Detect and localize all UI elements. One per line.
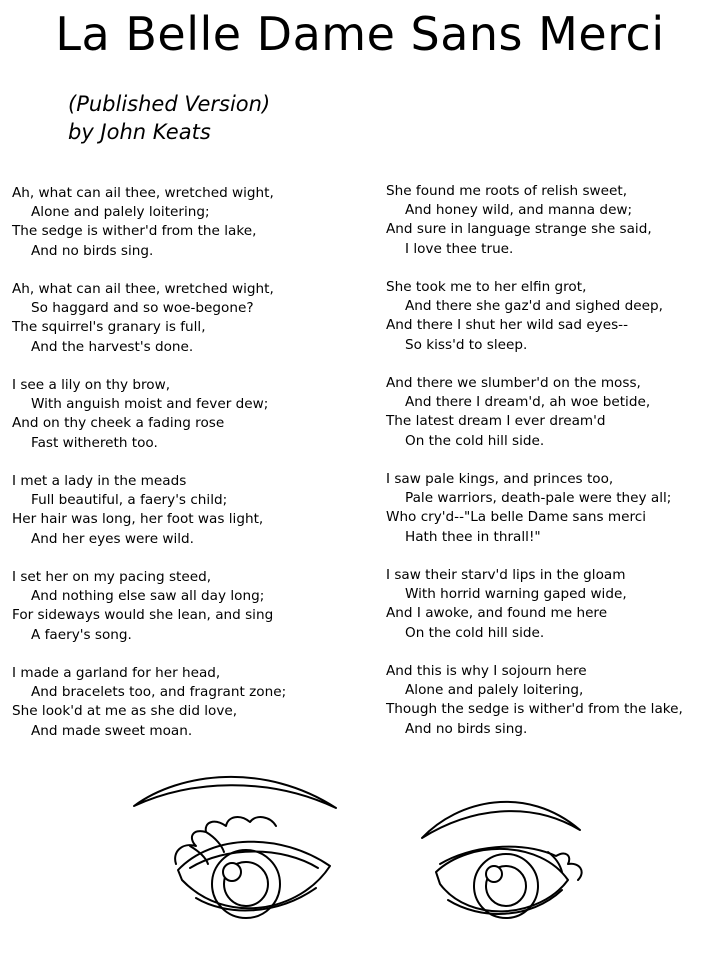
verse-line: And bracelets too, and fragrant zone; [31, 684, 287, 701]
verse-line: And there we slumber'd on the moss, [386, 375, 641, 391]
verse-line: With anguish moist and fever dew; [31, 396, 269, 413]
verse-line: Full beautiful, a faery's child; [31, 492, 228, 509]
verse-line: And there I shut her wild sad eyes-- [386, 317, 628, 334]
verse-line: I made a garland for her head, [12, 665, 221, 681]
verse-line: And her eyes were wild. [31, 530, 195, 547]
verse-line: Her hair was long, her foot was light, [12, 511, 264, 528]
verse-line: And no birds sing. [31, 242, 154, 259]
verse-line: With horrid warning gaped wide, [405, 586, 627, 603]
verse-line: And there I dream'd, ah woe betide, [405, 394, 651, 411]
verse-line: On the cold hill side. [405, 624, 545, 641]
version-note: (Published Version) [68, 92, 271, 116]
verse-line: Alone and palely loitering, [405, 682, 584, 699]
verse-line: I saw their starv'd lips in the gloam [386, 567, 626, 583]
verse-line: And honey wild, and manna dew; [405, 202, 633, 219]
verse-line: I love thee true. [405, 240, 514, 257]
verse-line: And I awoke, and found me here [386, 605, 608, 622]
verse-line: She took me to her elfin grot, [386, 279, 587, 295]
verse-line: I set her on my pacing steed, [12, 569, 212, 585]
left-eyebrow [134, 777, 336, 808]
right-eyebrow [422, 802, 580, 838]
verse-line: She look'd at me as she did love, [12, 703, 238, 720]
verse-line: So haggard and so woe-begone? [31, 300, 254, 317]
verse-line: The latest dream I ever dream'd [386, 413, 606, 430]
verse-line: Who cry'd--"La belle Dame sans merci [386, 509, 646, 526]
verse-line: And on thy cheek a fading rose [12, 415, 225, 432]
verse-line: I saw pale kings, and princes too, [386, 471, 614, 487]
verse-line: For sideways would she lean, and sing [12, 607, 274, 624]
verse-line: A faery's song. [31, 626, 132, 643]
verse-line: And nothing else saw all day long; [31, 588, 265, 605]
left-eye [178, 842, 330, 918]
verse-line: So kiss'd to sleep. [405, 336, 528, 353]
right-eye-lashes [440, 847, 582, 880]
verse-line: Pale warriors, death-pale were they all; [405, 490, 672, 507]
verse-line: And made sweet moan. [31, 722, 193, 739]
author-line: by John Keats [68, 120, 211, 144]
verse-line: And there she gaz'd and sighed deep, [405, 298, 663, 315]
verse-line: And sure in language strange she said, [386, 221, 652, 238]
poem-title: La Belle Dame Sans Merci [55, 7, 665, 61]
verse-line: She found me roots of relish sweet, [386, 183, 628, 199]
verse-line: The sedge is wither'd from the lake, [12, 223, 257, 240]
verse-line: I met a lady in the meads [12, 473, 187, 489]
verse-line: And this is why I sojourn here [386, 663, 587, 679]
verse-line: Alone and palely loitering; [31, 204, 210, 221]
verse-line: And the harvest's done. [31, 338, 194, 355]
right-eye [436, 849, 568, 918]
verse-line: Hath thee in thrall!" [405, 528, 541, 545]
verse-line: On the cold hill side. [405, 432, 545, 449]
verse-line: The squirrel's granary is full, [12, 319, 206, 336]
verse-line: I see a lily on thy brow, [12, 377, 171, 393]
verse-line: Ah, what can ail thee, wretched wight, [12, 281, 274, 297]
verse-line: Though the sedge is wither'd from the lake, [386, 701, 683, 718]
verse-line: Ah, what can ail thee, wretched wight, [12, 185, 274, 201]
verse-line: And no birds sing. [405, 720, 528, 737]
verse-line: Fast withereth too. [31, 434, 158, 451]
